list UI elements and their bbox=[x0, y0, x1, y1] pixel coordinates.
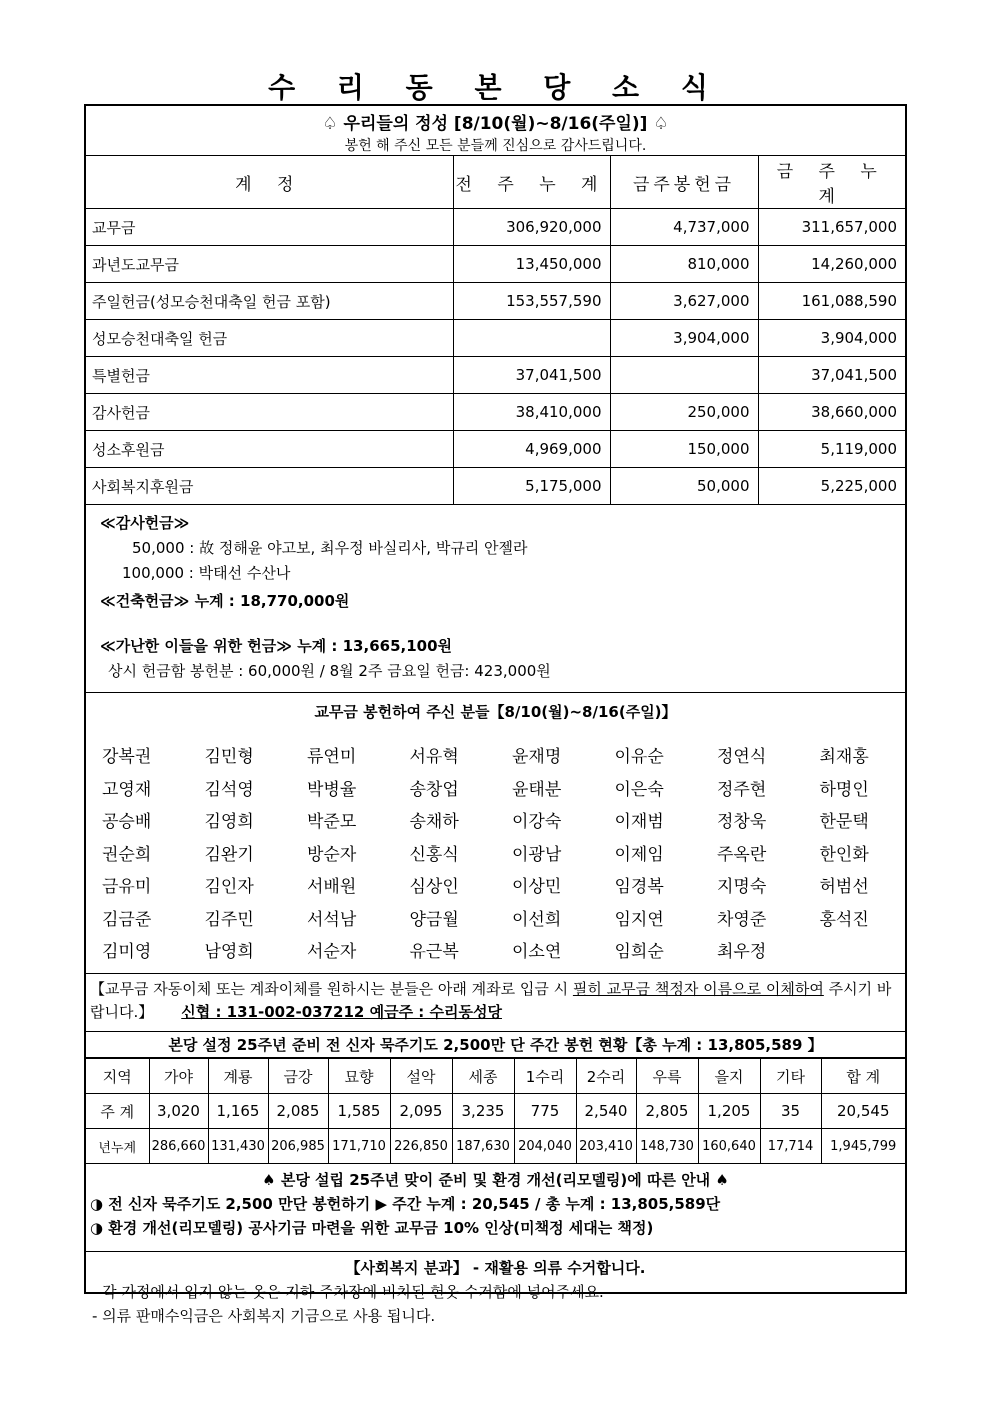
donor-name: 류연미 bbox=[307, 747, 357, 767]
row-prev: 38,410,000 bbox=[453, 394, 610, 431]
donor-name: 최우정 bbox=[717, 942, 767, 962]
donor-name: 방순자 bbox=[307, 844, 357, 865]
col-this-week: 금주봉헌금 bbox=[610, 156, 758, 209]
donor-name: 한문택 bbox=[819, 812, 869, 832]
rosary-table-section bbox=[86, 1058, 905, 1164]
donor-name: 이선희 bbox=[512, 909, 562, 930]
row-prev bbox=[453, 320, 610, 357]
row-label: 특별헌금 bbox=[86, 357, 453, 394]
row-this-week: 3,627,000 bbox=[610, 283, 758, 320]
offering-table-header bbox=[86, 156, 905, 209]
donor-name: 양금월 bbox=[409, 909, 459, 930]
rosary-cell: 1,165 bbox=[208, 1094, 268, 1129]
rosary-cell: 226,850 bbox=[390, 1129, 452, 1164]
row-prev: 306,920,000 bbox=[453, 209, 610, 246]
row-label: 주일헌금(성모승천대축일 헌금 포함) bbox=[86, 283, 453, 320]
offering-thanks: 봉헌 해 주신 모든 분들께 진심으로 감사드립니다. bbox=[344, 138, 647, 154]
donor-name: 홍석진 bbox=[819, 909, 869, 930]
rosary-cell: 204,040 bbox=[514, 1129, 576, 1164]
row-prev: 5,175,000 bbox=[453, 468, 610, 505]
row-this-week: 150,000 bbox=[610, 431, 758, 468]
row-total: 5,119,000 bbox=[758, 431, 905, 468]
donor-name: 박준모 bbox=[307, 812, 357, 832]
row-prev: 13,450,000 bbox=[453, 246, 610, 283]
donor-name: 서배원 bbox=[307, 877, 357, 897]
rosary-row-label: 주 계 bbox=[86, 1094, 149, 1129]
row-label: 사회복지후원금 bbox=[86, 468, 453, 505]
donor-name: 김완기 bbox=[204, 844, 254, 865]
row-label: 감사헌금 bbox=[86, 394, 453, 431]
rosary-cell: 131,430 bbox=[208, 1129, 268, 1164]
offering-heading: ♤ 우리들의 정성 [8/10(월)~8/16(주일)] ♤ bbox=[322, 114, 669, 134]
building-offering: ≪건축헌금≫ 누계 : 18,770,000원 bbox=[100, 592, 350, 610]
donor-name: 김인자 bbox=[204, 877, 254, 897]
donor-name: 송창업 bbox=[409, 779, 459, 800]
rosary-table bbox=[86, 1058, 905, 1163]
rosary-cell: 세종 bbox=[452, 1059, 514, 1094]
donor-name: 금유미 bbox=[102, 877, 152, 897]
donor-name: 서석남 bbox=[307, 909, 357, 930]
donor-name: 서순자 bbox=[307, 942, 357, 962]
announcement-title: ♠ 본당 설립 25주년 맞이 준비 및 환경 개선(리모델링)에 따른 안내 ♠ bbox=[262, 1171, 729, 1189]
rosary-cell: 가야 bbox=[149, 1059, 208, 1094]
row-label: 성모승천대축일 헌금 bbox=[86, 320, 453, 357]
row-this-week: 50,000 bbox=[610, 468, 758, 505]
rosary-cell: 합 계 bbox=[821, 1059, 905, 1094]
donor-name: 이상민 bbox=[512, 877, 562, 897]
rosary-cell: 1수리 bbox=[514, 1059, 576, 1094]
donor-name: 정창욱 bbox=[717, 812, 767, 832]
donor-name: 윤재명 bbox=[512, 747, 562, 767]
thanks-offering-line: 100,000 : 박태선 수산나 bbox=[122, 564, 291, 582]
donor-name: 송채하 bbox=[409, 812, 459, 832]
offering-header bbox=[86, 106, 905, 156]
row-prev: 37,041,500 bbox=[453, 357, 610, 394]
rosary-row-label: 년누계 bbox=[86, 1129, 149, 1164]
donor-name: 이강숙 bbox=[512, 812, 562, 832]
rosary-cell: 금강 bbox=[268, 1059, 328, 1094]
notice-emphasis: 필히 교무금 책정자 이름으로 이체하여 bbox=[572, 980, 824, 998]
row-total: 311,657,000 bbox=[758, 209, 905, 246]
row-total: 14,260,000 bbox=[758, 246, 905, 283]
rosary-cell: 148,730 bbox=[636, 1129, 698, 1164]
rosary-cell: 3,020 bbox=[149, 1094, 208, 1129]
table-row bbox=[86, 394, 905, 431]
donor-name: 이광남 bbox=[512, 844, 562, 865]
col-account: 계 정 bbox=[86, 156, 453, 209]
donor-name: 이제임 bbox=[614, 844, 664, 865]
donor-name: 임희순 bbox=[614, 942, 664, 962]
row-this-week: 3,904,000 bbox=[610, 320, 758, 357]
donor-name: 이재범 bbox=[614, 812, 664, 832]
donor-name: 김미영 bbox=[102, 942, 152, 962]
welfare-line: - 각 가정에서 입지 않는 옷은 지하 주차장에 비치된 헌옷 수거함에 넣어주세요. bbox=[92, 1283, 604, 1301]
rosary-cell: 206,985 bbox=[268, 1129, 328, 1164]
thanks-offering-line: 50,000 : 故 정해윤 야고보, 최우정 바실리사, 박규리 안젤라 bbox=[132, 539, 528, 557]
donor-name: 차영준 bbox=[717, 909, 767, 930]
rosary-cell: 묘향 bbox=[328, 1059, 390, 1094]
donor-name: 박병율 bbox=[307, 779, 357, 800]
notice-text: 【교무금 자동이체 또는 계좌이체를 원하시는 분들은 아래 계좌로 입금 시 bbox=[90, 980, 573, 998]
donor-name: 지명숙 bbox=[717, 877, 767, 897]
col-prev-total: 전 주 누 계 bbox=[453, 156, 610, 209]
donor-name: 임지연 bbox=[614, 909, 664, 930]
row-this-week: 250,000 bbox=[610, 394, 758, 431]
donor-name: 김주민 bbox=[204, 909, 254, 930]
rosary-cell: 17,714 bbox=[760, 1129, 821, 1164]
donor-name: 주옥란 bbox=[717, 844, 767, 865]
offering-table-section bbox=[86, 156, 905, 505]
donor-name: 권순희 bbox=[102, 844, 152, 865]
row-label: 성소후원금 bbox=[86, 431, 453, 468]
page-title: 수 리 동 본 당 소 식 bbox=[268, 71, 724, 104]
donor-name: 남영희 bbox=[204, 942, 254, 962]
donor-grid bbox=[86, 741, 905, 969]
col-total: 금 주 누 계 bbox=[758, 156, 905, 209]
rosary-cell: 35 bbox=[760, 1094, 821, 1129]
donor-name: 고영재 bbox=[102, 779, 152, 800]
donor-name: 한인화 bbox=[819, 844, 869, 865]
table-row bbox=[86, 357, 905, 394]
gift-section bbox=[86, 505, 905, 693]
row-this-week: 810,000 bbox=[610, 246, 758, 283]
offering-table bbox=[86, 156, 905, 504]
rosary-cell: 2,085 bbox=[268, 1094, 328, 1129]
rosary-cell: 286,660 bbox=[149, 1129, 208, 1164]
donor-name: 김금준 bbox=[102, 909, 152, 930]
table-row bbox=[86, 209, 905, 246]
rosary-cell: 775 bbox=[514, 1094, 576, 1129]
rosary-cell: 을지 bbox=[698, 1059, 760, 1094]
rosary-cell: 2,805 bbox=[636, 1094, 698, 1129]
thanks-offering-title: ≪감사헌금≫ bbox=[100, 514, 190, 532]
rosary-cell: 171,710 bbox=[328, 1129, 390, 1164]
donor-name: 정주현 bbox=[717, 779, 767, 800]
row-this-week: 4,737,000 bbox=[610, 209, 758, 246]
row-total: 3,904,000 bbox=[758, 320, 905, 357]
rosary-cell: 기타 bbox=[760, 1059, 821, 1094]
donor-name: 심상인 bbox=[409, 877, 459, 897]
announcement-line: ◑ 전 신자 묵주기도 2,500 만단 봉헌하기 ▶ 주간 누계 : 20,545 / 총 누계 : 13,805,589단 bbox=[90, 1195, 721, 1213]
table-row bbox=[86, 246, 905, 283]
rosary-cell: 1,585 bbox=[328, 1094, 390, 1129]
row-total: 161,088,590 bbox=[758, 283, 905, 320]
anniversary-announcement bbox=[86, 1164, 905, 1252]
welfare-line: - 의류 판매수익금은 사회복지 기금으로 사용 됩니다. bbox=[92, 1307, 436, 1325]
row-prev: 153,557,590 bbox=[453, 283, 610, 320]
donor-name: 이은숙 bbox=[614, 779, 664, 800]
welfare-title: 【사회복지 분과】 - 재활용 의류 수거합니다. bbox=[345, 1259, 646, 1277]
rosary-year-row bbox=[86, 1129, 905, 1164]
announcement-line: ◑ 환경 개선(리모델링) 공사기금 마련을 위한 교무금 10% 인상(미책정 세대는 책정) bbox=[90, 1219, 654, 1237]
donor-name: 유근복 bbox=[409, 942, 459, 962]
row-label: 과년도교무금 bbox=[86, 246, 453, 283]
donor-name: 서유혁 bbox=[409, 747, 459, 767]
rosary-cell: 160,640 bbox=[698, 1129, 760, 1164]
row-total: 38,660,000 bbox=[758, 394, 905, 431]
rosary-cell: 187,630 bbox=[452, 1129, 514, 1164]
rosary-cell: 3,235 bbox=[452, 1094, 514, 1129]
table-row bbox=[86, 468, 905, 505]
notice-text: 주시기 바랍니다.】 bbox=[90, 980, 892, 1021]
poor-offering: ≪가난한 이들을 위한 헌금≫ 누계 : 13,665,100원 bbox=[100, 637, 453, 655]
row-total: 37,041,500 bbox=[758, 357, 905, 394]
rosary-header-row bbox=[86, 1059, 905, 1094]
donor-name: 하명인 bbox=[819, 779, 869, 800]
donor-name: 허범선 bbox=[819, 877, 869, 897]
donor-name: 윤태분 bbox=[512, 779, 562, 800]
rosary-cell: 20,545 bbox=[821, 1094, 905, 1129]
row-prev: 4,969,000 bbox=[453, 431, 610, 468]
welfare-section bbox=[86, 1252, 905, 1328]
donor-name: 김민형 bbox=[204, 747, 254, 767]
rosary-cell: 계룡 bbox=[208, 1059, 268, 1094]
rosary-cell: 1,945,799 bbox=[821, 1129, 905, 1164]
rosary-cell: 1,205 bbox=[698, 1094, 760, 1129]
donor-name: 이소연 bbox=[512, 942, 562, 962]
rosary-cell: 2,540 bbox=[576, 1094, 636, 1129]
table-row bbox=[86, 431, 905, 468]
donor-name: 정연식 bbox=[717, 747, 767, 767]
rosary-row-label: 지역 bbox=[86, 1059, 149, 1094]
donor-name: 신홍식 bbox=[409, 844, 459, 865]
row-this-week bbox=[610, 357, 758, 394]
bank-account: 신협 : 131-002-037212 예금주 : 수리동성당 bbox=[181, 1003, 502, 1021]
table-row bbox=[86, 283, 905, 320]
donor-name: 임경복 bbox=[614, 877, 664, 897]
rosary-cell: 2,095 bbox=[390, 1094, 452, 1129]
donor-section bbox=[86, 693, 905, 974]
poor-offering-detail: 상시 헌금함 봉헌분 : 60,000원 / 8월 2주 금요일 헌금: 423,000원 bbox=[108, 662, 551, 680]
rosary-cell: 203,410 bbox=[576, 1129, 636, 1164]
rosary-cell: 우륵 bbox=[636, 1059, 698, 1094]
donor-name: 강복권 bbox=[102, 747, 152, 767]
donor-name: 이유순 bbox=[614, 747, 664, 767]
donor-title: 교무금 봉헌하여 주신 분들【8/10(월)~8/16(주일)】 bbox=[314, 703, 677, 721]
row-total: 5,225,000 bbox=[758, 468, 905, 505]
rosary-week-row bbox=[86, 1094, 905, 1129]
donor-name: 공승배 bbox=[102, 812, 152, 832]
rosary-cell: 2수리 bbox=[576, 1059, 636, 1094]
auto-transfer-notice bbox=[86, 974, 905, 1032]
table-row bbox=[86, 320, 905, 357]
donor-name: 김석영 bbox=[204, 779, 254, 800]
row-label: 교무금 bbox=[86, 209, 453, 246]
rosary-title: 본당 설정 25주년 준비 전 신자 묵주기도 2,500만 단 주간 봉헌 현황【총 누계 : 13,805,589 】 bbox=[86, 1032, 905, 1058]
donor-name: 김영희 bbox=[204, 812, 254, 832]
bulletin-frame bbox=[84, 104, 907, 1325]
donor-name: 최재홍 bbox=[819, 747, 869, 767]
rosary-cell: 설악 bbox=[390, 1059, 452, 1094]
